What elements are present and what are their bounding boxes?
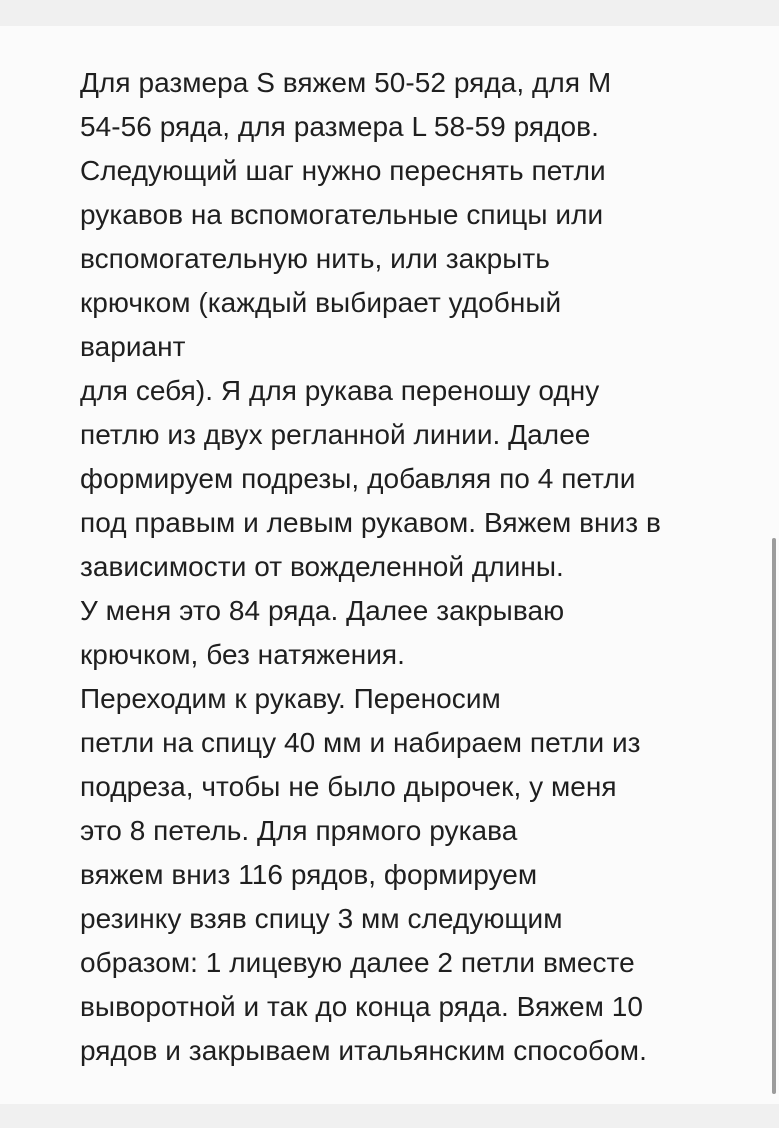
- text-line: подреза, чтобы не было дырочек, у меня: [80, 771, 617, 802]
- text-line: вспомогательную нить, или закрыть: [80, 243, 550, 274]
- text-line: У меня это 84 ряда. Далее закрываю: [80, 595, 565, 626]
- text-line: вариант: [80, 331, 186, 362]
- text-line: Следующий шаг нужно переснять петли: [80, 155, 606, 186]
- text-line: рукавов на вспомогательные спицы или: [80, 199, 604, 230]
- text-line: зависимости от вожделенной длины.: [80, 551, 564, 582]
- document-text: [80, 61, 760, 1073]
- text-line: Для размера S вяжем 50-52 ряда, для М: [80, 67, 612, 98]
- text-line: резинку взяв спицу 3 мм следующим: [80, 903, 563, 934]
- text-line: крючком, без натяжения.: [80, 639, 405, 670]
- text-line: вяжем вниз 116 рядов, формируем: [80, 859, 538, 890]
- text-line: рядов и закрываем итальянским способом.: [80, 1035, 647, 1066]
- text-line: под правым и левым рукавом. Вяжем вниз в: [80, 507, 661, 538]
- text-line: петлю из двух регланной линии. Далее: [80, 419, 591, 450]
- text-line: крючком (каждый выбирает удобный: [80, 287, 562, 318]
- bottom-strip: [0, 1104, 779, 1128]
- text-line: Переходим к рукаву. Переносим: [80, 683, 501, 714]
- text-line: это 8 петель. Для прямого рукава: [80, 815, 518, 846]
- vertical-scrollbar[interactable]: [772, 538, 776, 1094]
- text-line: петли на спицу 40 мм и набираем петли из: [80, 727, 641, 758]
- text-line: 54-56 ряда, для размера L 58-59 рядов.: [80, 111, 599, 142]
- top-strip: [0, 0, 779, 26]
- text-line: образом: 1 лицевую далее 2 петли вместе: [80, 947, 635, 978]
- text-line: выворотной и так до конца ряда. Вяжем 10: [80, 991, 644, 1022]
- text-line: формируем подрезы, добавляя по 4 петли: [80, 463, 636, 494]
- text-line: для себя). Я для рукава переношу одну: [80, 375, 600, 406]
